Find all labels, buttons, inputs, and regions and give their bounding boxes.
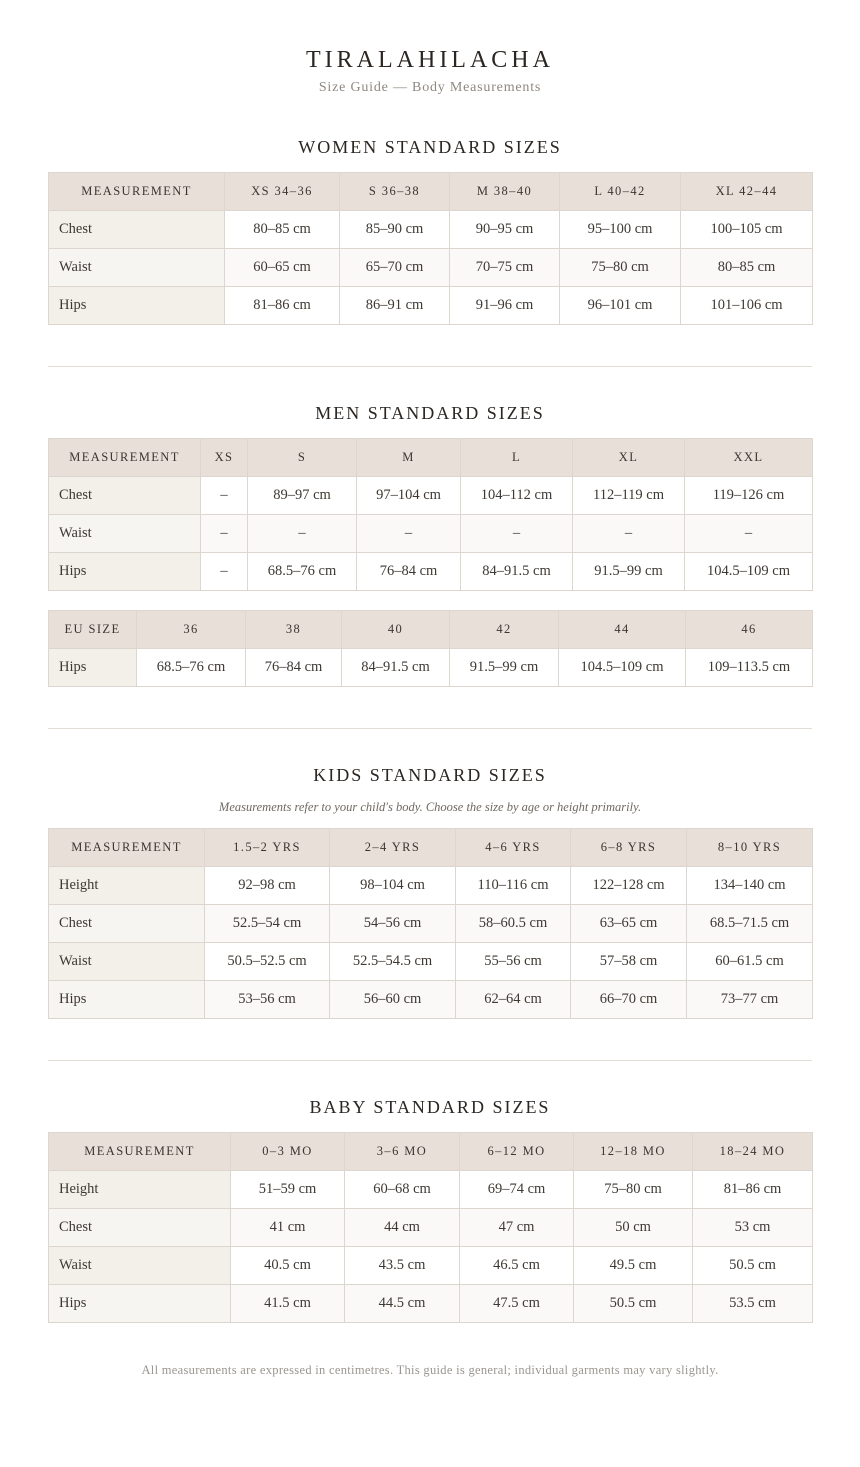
women-section-title: WOMEN STANDARD SIZES bbox=[298, 137, 562, 157]
table-cell: 41.5 cm bbox=[231, 1285, 345, 1323]
row-label: Chest bbox=[49, 477, 201, 515]
column-header: L 40–42 bbox=[560, 173, 681, 211]
column-header: 2–4 YRS bbox=[330, 829, 456, 867]
table-cell: 41 cm bbox=[231, 1209, 345, 1247]
table-row bbox=[49, 1285, 813, 1323]
table-cell: 57–58 cm bbox=[571, 943, 687, 981]
table-cell: 100–105 cm bbox=[681, 211, 813, 249]
table-row bbox=[49, 515, 813, 553]
table-row bbox=[49, 211, 813, 249]
table-cell: 98–104 cm bbox=[330, 867, 456, 905]
table-row bbox=[49, 649, 813, 687]
table-cell: – bbox=[201, 477, 248, 515]
table-cell: 76–84 cm bbox=[357, 553, 461, 591]
table-cell: 65–70 cm bbox=[340, 249, 450, 287]
table-cell: 104.5–109 cm bbox=[685, 553, 813, 591]
table-cell: – bbox=[357, 515, 461, 553]
kids-note: Measurements refer to your child's body. Choose the size by age or height primarily. bbox=[218, 800, 642, 814]
table-cell: 52.5–54.5 cm bbox=[330, 943, 456, 981]
section-divider bbox=[48, 728, 812, 729]
table-cell: 44 cm bbox=[345, 1209, 460, 1247]
column-header: 0–3 MO bbox=[231, 1133, 345, 1171]
column-header: XS bbox=[201, 439, 248, 477]
table-cell: 49.5 cm bbox=[574, 1247, 693, 1285]
column-header: 4–6 YRS bbox=[456, 829, 571, 867]
column-header: 38 bbox=[246, 611, 342, 649]
women-size-table bbox=[48, 172, 813, 325]
table-row bbox=[49, 477, 813, 515]
table-cell: 60–65 cm bbox=[225, 249, 340, 287]
table-cell: 101–106 cm bbox=[681, 287, 813, 325]
baby-section-title: BABY STANDARD SIZES bbox=[309, 1097, 551, 1117]
table-cell: 47 cm bbox=[460, 1209, 574, 1247]
table-header-row bbox=[49, 439, 813, 477]
table-cell: 73–77 cm bbox=[687, 981, 813, 1019]
table-header-row bbox=[49, 611, 813, 649]
table-cell: – bbox=[248, 515, 357, 553]
column-header: MEASUREMENT bbox=[49, 439, 201, 477]
table-cell: 86–91 cm bbox=[340, 287, 450, 325]
column-header: EU SIZE bbox=[49, 611, 137, 649]
table-row bbox=[49, 1209, 813, 1247]
table-cell: 50.5 cm bbox=[574, 1285, 693, 1323]
table-cell: – bbox=[573, 515, 685, 553]
column-header: XL bbox=[573, 439, 685, 477]
column-header: XS 34–36 bbox=[225, 173, 340, 211]
table-cell: 80–85 cm bbox=[681, 249, 813, 287]
row-label: Hips bbox=[49, 649, 137, 687]
column-header: 18–24 MO bbox=[693, 1133, 813, 1171]
table-row bbox=[49, 287, 813, 325]
row-label: Hips bbox=[49, 1285, 231, 1323]
table-cell: 75–80 cm bbox=[560, 249, 681, 287]
column-header: 46 bbox=[686, 611, 813, 649]
table-cell: 97–104 cm bbox=[357, 477, 461, 515]
column-header: M bbox=[357, 439, 461, 477]
row-label: Waist bbox=[49, 943, 205, 981]
table-cell: 53–56 cm bbox=[205, 981, 330, 1019]
table-row bbox=[49, 1171, 813, 1209]
table-cell: 134–140 cm bbox=[687, 867, 813, 905]
column-header: XXL bbox=[685, 439, 813, 477]
table-cell: 96–101 cm bbox=[560, 287, 681, 325]
table-cell: 85–90 cm bbox=[340, 211, 450, 249]
table-cell: 63–65 cm bbox=[571, 905, 687, 943]
table-cell: 52.5–54 cm bbox=[205, 905, 330, 943]
row-label: Chest bbox=[49, 905, 205, 943]
table-cell: 50 cm bbox=[574, 1209, 693, 1247]
table-row bbox=[49, 905, 813, 943]
table-cell: 60–61.5 cm bbox=[687, 943, 813, 981]
men-section-title: MEN STANDARD SIZES bbox=[315, 403, 545, 423]
table-cell: 53 cm bbox=[693, 1209, 813, 1247]
row-label: Hips bbox=[49, 553, 201, 591]
row-label: Hips bbox=[49, 981, 205, 1019]
table-cell: 53.5 cm bbox=[693, 1285, 813, 1323]
row-label: Chest bbox=[49, 1209, 231, 1247]
table-cell: 46.5 cm bbox=[460, 1247, 574, 1285]
table-cell: 91.5–99 cm bbox=[573, 553, 685, 591]
men-size-table bbox=[48, 438, 813, 591]
column-header: 40 bbox=[342, 611, 450, 649]
column-header: 42 bbox=[450, 611, 559, 649]
baby-size-table bbox=[48, 1132, 813, 1323]
column-header: 6–8 YRS bbox=[571, 829, 687, 867]
table-cell: 68.5–71.5 cm bbox=[687, 905, 813, 943]
row-label: Hips bbox=[49, 287, 225, 325]
table-row bbox=[49, 943, 813, 981]
row-label: Waist bbox=[49, 515, 201, 553]
table-cell: 81–86 cm bbox=[693, 1171, 813, 1209]
table-cell: 119–126 cm bbox=[685, 477, 813, 515]
table-cell: 122–128 cm bbox=[571, 867, 687, 905]
table-cell: 90–95 cm bbox=[450, 211, 560, 249]
men-eu-size-table bbox=[48, 610, 813, 687]
table-cell: 91.5–99 cm bbox=[450, 649, 559, 687]
row-label: Chest bbox=[49, 211, 225, 249]
table-cell: 92–98 cm bbox=[205, 867, 330, 905]
table-cell: 95–100 cm bbox=[560, 211, 681, 249]
column-header: 12–18 MO bbox=[574, 1133, 693, 1171]
table-cell: – bbox=[201, 553, 248, 591]
table-cell: 70–75 cm bbox=[450, 249, 560, 287]
row-label: Waist bbox=[49, 249, 225, 287]
table-cell: 60–68 cm bbox=[345, 1171, 460, 1209]
table-cell: 51–59 cm bbox=[231, 1171, 345, 1209]
table-cell: 44.5 cm bbox=[345, 1285, 460, 1323]
column-header: MEASUREMENT bbox=[49, 1133, 231, 1171]
table-row bbox=[49, 249, 813, 287]
brand-title: TIRALAHILACHA bbox=[306, 47, 554, 73]
column-header: 44 bbox=[559, 611, 686, 649]
footer-note: All measurements are expressed in centimetres. This guide is general; individual garments may vary slightly. bbox=[141, 1363, 719, 1377]
kids-size-table bbox=[48, 828, 813, 1019]
table-cell: 68.5–76 cm bbox=[248, 553, 357, 591]
table-cell: 68.5–76 cm bbox=[137, 649, 246, 687]
table-cell: 43.5 cm bbox=[345, 1247, 460, 1285]
table-header-row bbox=[49, 829, 813, 867]
table-cell: 54–56 cm bbox=[330, 905, 456, 943]
column-header: MEASUREMENT bbox=[49, 829, 205, 867]
table-cell: 89–97 cm bbox=[248, 477, 357, 515]
table-cell: 76–84 cm bbox=[246, 649, 342, 687]
column-header: 1.5–2 YRS bbox=[205, 829, 330, 867]
table-cell: 80–85 cm bbox=[225, 211, 340, 249]
page-subtitle: Size Guide — Body Measurements bbox=[318, 80, 542, 95]
column-header: 8–10 YRS bbox=[687, 829, 813, 867]
column-header: 6–12 MO bbox=[460, 1133, 574, 1171]
table-header-row bbox=[49, 1133, 813, 1171]
column-header: XL 42–44 bbox=[681, 173, 813, 211]
row-label: Height bbox=[49, 867, 205, 905]
table-cell: 47.5 cm bbox=[460, 1285, 574, 1323]
column-header: S bbox=[248, 439, 357, 477]
table-cell: 55–56 cm bbox=[456, 943, 571, 981]
table-cell: 104–112 cm bbox=[461, 477, 573, 515]
table-cell: 62–64 cm bbox=[456, 981, 571, 1019]
table-cell: 50.5–52.5 cm bbox=[205, 943, 330, 981]
table-cell: 50.5 cm bbox=[693, 1247, 813, 1285]
table-row bbox=[49, 1247, 813, 1285]
table-cell: – bbox=[201, 515, 248, 553]
column-header: 3–6 MO bbox=[345, 1133, 460, 1171]
table-cell: 84–91.5 cm bbox=[342, 649, 450, 687]
row-label: Height bbox=[49, 1171, 231, 1209]
table-cell: – bbox=[461, 515, 573, 553]
table-cell: – bbox=[685, 515, 813, 553]
column-header: 36 bbox=[137, 611, 246, 649]
table-cell: 112–119 cm bbox=[573, 477, 685, 515]
table-cell: 110–116 cm bbox=[456, 867, 571, 905]
table-cell: 58–60.5 cm bbox=[456, 905, 571, 943]
table-cell: 69–74 cm bbox=[460, 1171, 574, 1209]
column-header: MEASUREMENT bbox=[49, 173, 225, 211]
table-row bbox=[49, 867, 813, 905]
table-header-row bbox=[49, 173, 813, 211]
table-cell: 91–96 cm bbox=[450, 287, 560, 325]
table-row bbox=[49, 553, 813, 591]
column-header: M 38–40 bbox=[450, 173, 560, 211]
column-header: S 36–38 bbox=[340, 173, 450, 211]
kids-section-title: KIDS STANDARD SIZES bbox=[313, 765, 547, 785]
row-label: Waist bbox=[49, 1247, 231, 1285]
table-cell: 66–70 cm bbox=[571, 981, 687, 1019]
table-cell: 84–91.5 cm bbox=[461, 553, 573, 591]
table-cell: 104.5–109 cm bbox=[559, 649, 686, 687]
table-cell: 75–80 cm bbox=[574, 1171, 693, 1209]
column-header: L bbox=[461, 439, 573, 477]
table-cell: 40.5 cm bbox=[231, 1247, 345, 1285]
table-row bbox=[49, 981, 813, 1019]
table-cell: 56–60 cm bbox=[330, 981, 456, 1019]
table-cell: 81–86 cm bbox=[225, 287, 340, 325]
table-cell: 109–113.5 cm bbox=[686, 649, 813, 687]
section-divider bbox=[48, 366, 812, 367]
section-divider bbox=[48, 1060, 812, 1061]
